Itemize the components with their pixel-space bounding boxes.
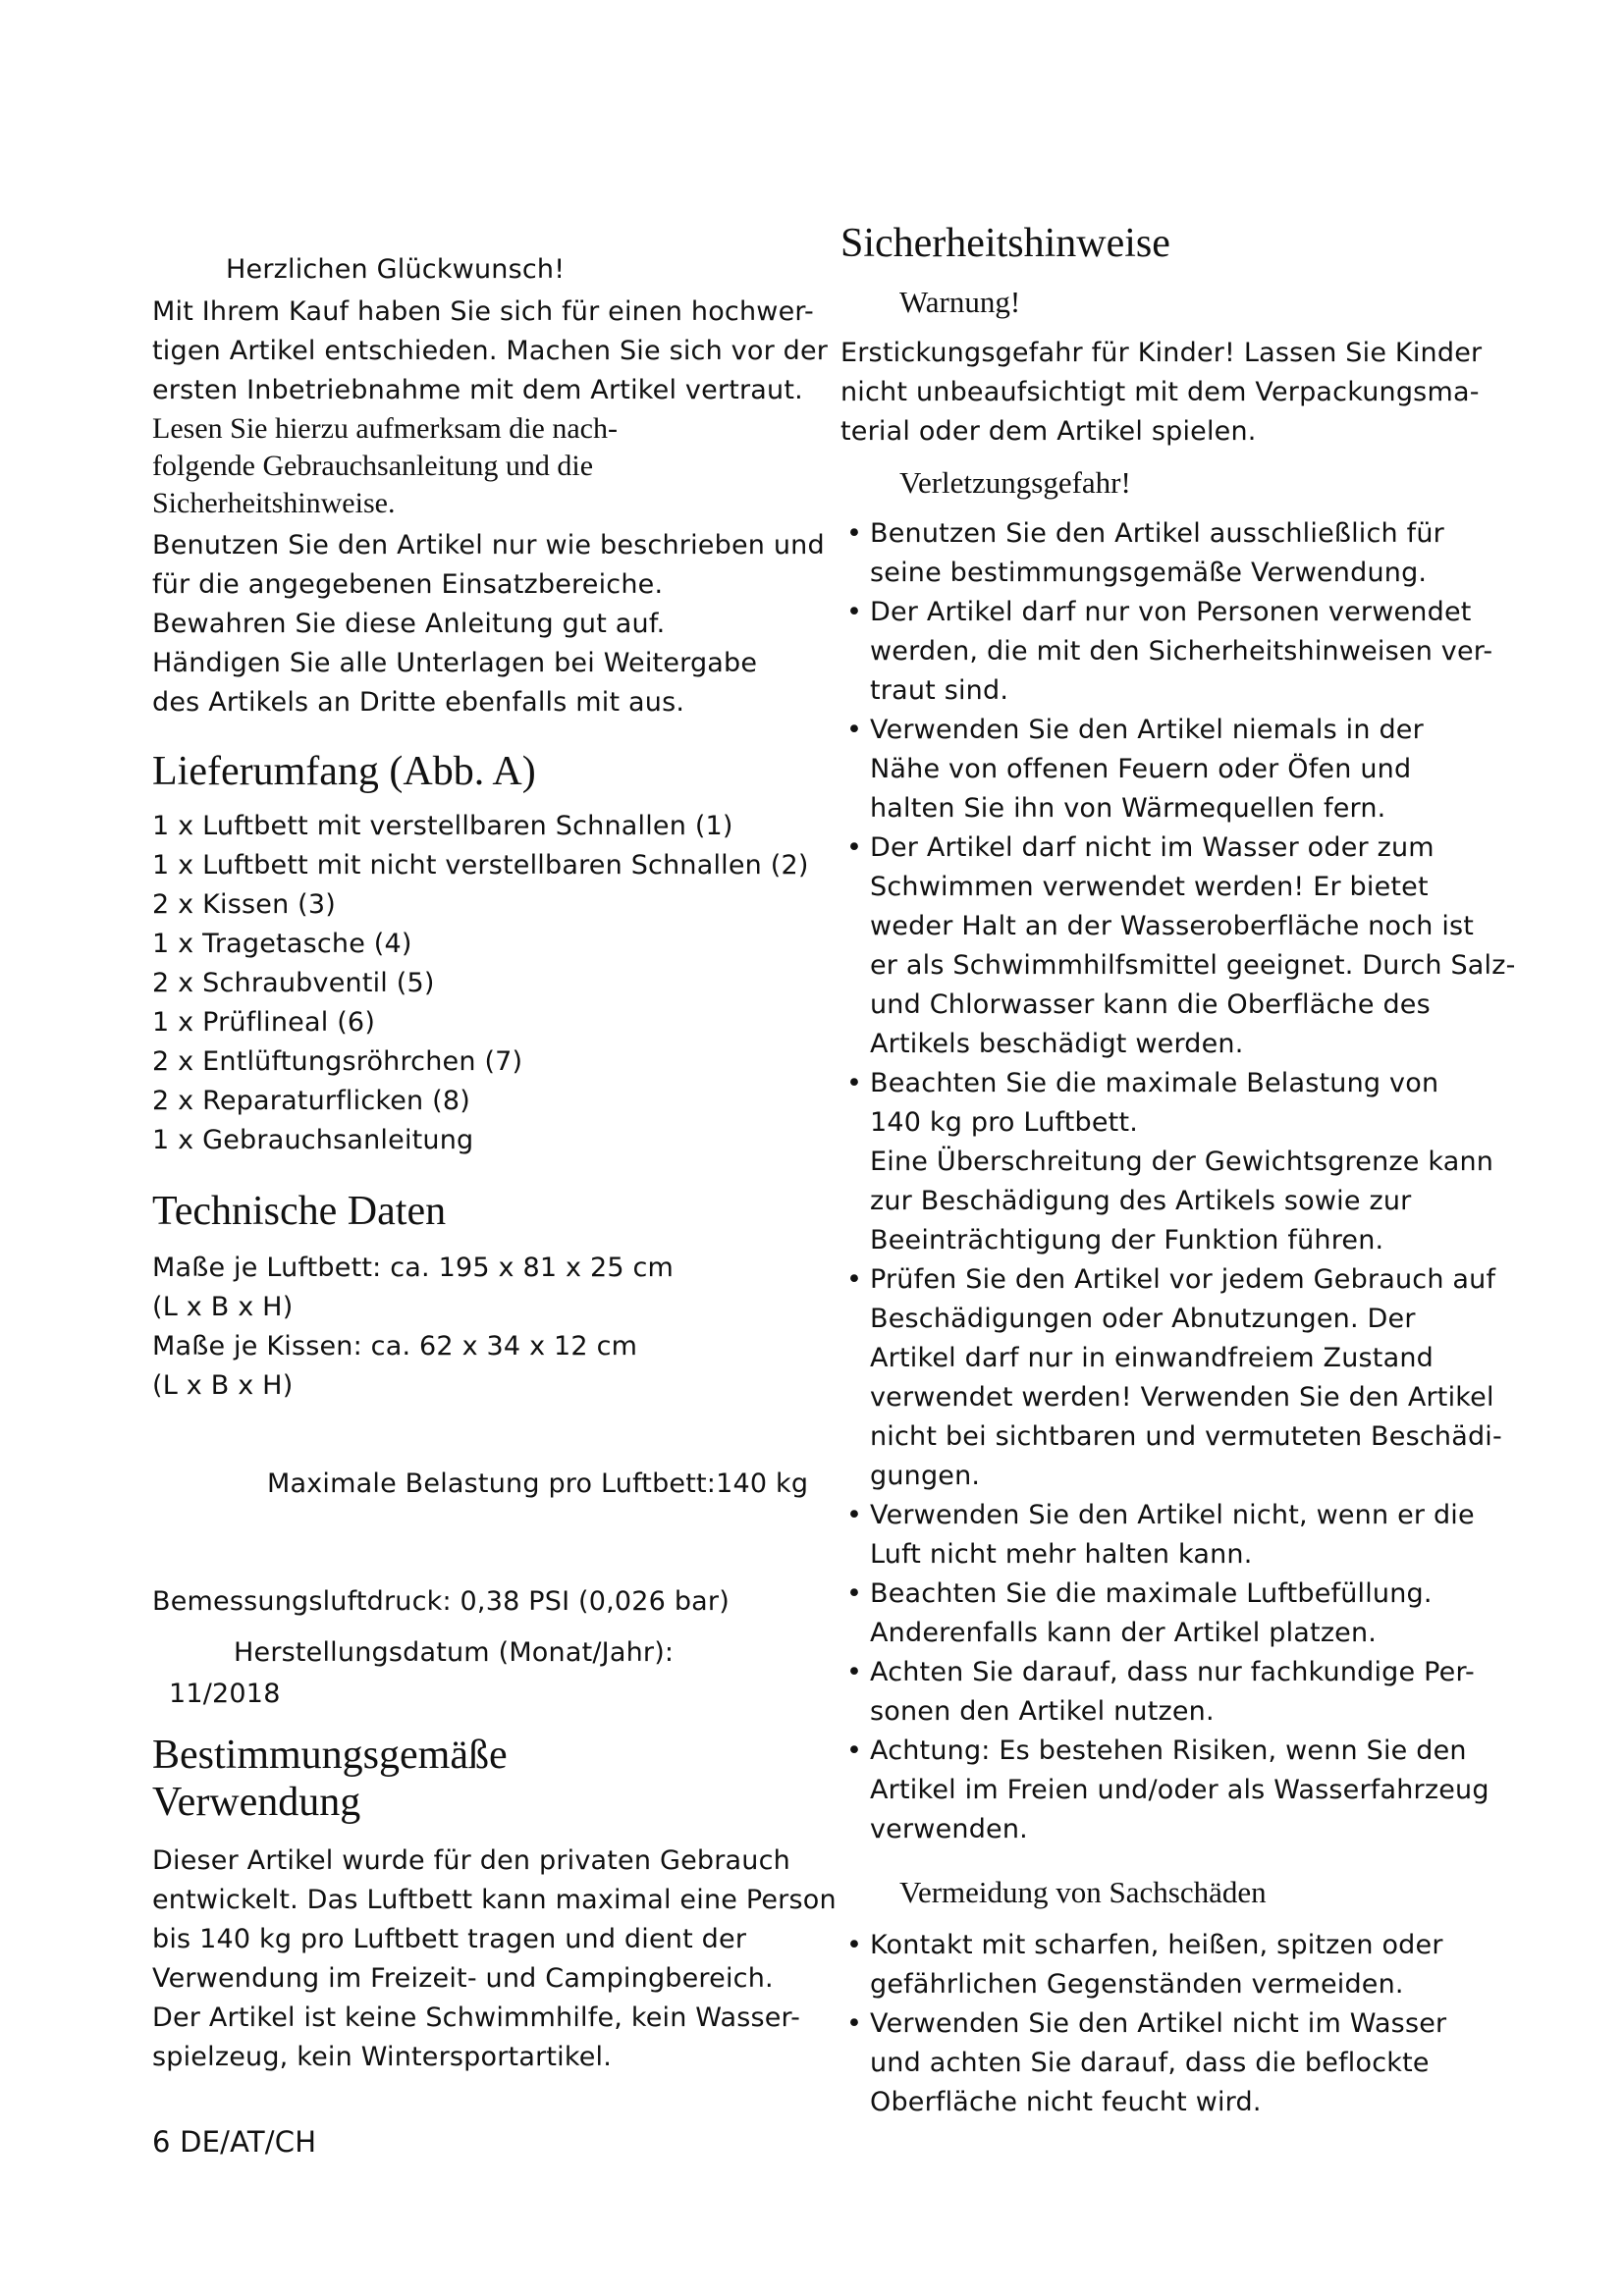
list-item: • Achten Sie darauf, dass nur fachkundige Per- sonen den Artikel nutzen. xyxy=(840,1653,1516,1732)
scope-list xyxy=(152,807,809,1160)
list-item: • Prüfen Sie den Artikel vor jedem Gebrauch auf Beschädigungen oder Abnutzungen. Der Artikel darf nur in einwandfreiem Zustand verwendet werden! Verwenden Sie den Artikel nicht bei sichtbaren und vermuteten Beschädi- gungen. xyxy=(840,1260,1516,1496)
scope-item: 2 x Entlüftungsröhrchen (7) xyxy=(152,1046,523,1077)
injury-heading: Verletzungsgefahr! xyxy=(899,465,1131,500)
warning-line: nicht unbeaufsichtigt mit dem Verpackungsma- xyxy=(840,377,1480,407)
warning-line: terial oder dem Artikel spielen. xyxy=(840,416,1257,447)
rated-pressure: Bemessungsluftdruck: 0,38 PSI (0,026 bar) xyxy=(152,1586,730,1617)
scope-item: 1 x Luftbett mit verstellbaren Schnallen (1) xyxy=(152,811,733,841)
list-item: • Achtung: Es bestehen Risiken, wenn Sie den Artikel im Freien und/oder als Wasserfahrzeug verwenden. xyxy=(840,1732,1516,1849)
list-item: • Benutzen Sie den Artikel ausschließlich für seine bestimmungsgemäße Verwendung. xyxy=(840,514,1516,593)
intended-line: Verwendung im Freizeit- und Campingbereich. xyxy=(152,1963,774,1994)
intro-more-line: für die angegebenen Einsatzbereiche. xyxy=(152,569,664,600)
warning-line: Erstickungsgefahr für Kinder! Lassen Sie Kinder xyxy=(840,338,1483,368)
intro-more-line: Benutzen Sie den Artikel nur wie beschrieben und xyxy=(152,530,825,561)
list-item: • Verwenden Sie den Artikel nicht, wenn er die Luft nicht mehr halten kann. xyxy=(840,1496,1516,1575)
tech-line: (L x B x H) xyxy=(152,1292,294,1322)
intended-use-text xyxy=(152,1842,837,2077)
list-item: • Verwenden Sie den Artikel nicht im Wasser und achten Sie darauf, dass die beflockte Oberfläche nicht feucht wird. xyxy=(840,2004,1446,2122)
warning-text xyxy=(840,334,1482,452)
scope-item: 1 x Tragetasche (4) xyxy=(152,929,412,959)
intended-line: Dieser Artikel wurde für den privaten Gebrauch xyxy=(152,1845,790,1876)
damage-list xyxy=(840,1926,1446,2122)
intro-more-line: des Artikels an Dritte ebenfalls mit aus. xyxy=(152,687,685,718)
intro-more-line: Bewahren Sie diese Anleitung gut auf. xyxy=(152,609,666,639)
tech-line: (L x B x H) xyxy=(152,1370,294,1401)
intended-line: spielzeug, kein Wintersportartikel. xyxy=(152,2042,613,2072)
damage-heading: Vermeidung von Sachschäden xyxy=(899,1875,1267,1909)
intro-paragraph xyxy=(152,293,828,410)
list-item: • Verwenden Sie den Artikel niemals in der Nähe von offenen Feuern oder Öfen und halten Sie ihn von Wärmequellen fern. xyxy=(840,711,1516,828)
intended-line: bis 140 kg pro Luftbett tragen und dient der xyxy=(152,1924,747,1954)
scope-item: 1 x Gebrauchsanleitung xyxy=(152,1125,474,1155)
tech-data xyxy=(152,1249,674,1406)
safety-heading: Sicherheitshinweise xyxy=(840,221,1170,266)
intro-line: Mit Ihrem Kauf haben Sie sich für einen hochwer- xyxy=(152,296,814,327)
manufacture-date-label: Herstellungsdatum (Monat/Jahr): xyxy=(234,1637,675,1668)
tech-line: Maße je Luftbett: ca. 195 x 81 x 25 cm xyxy=(152,1253,675,1283)
warning-heading: Warnung! xyxy=(899,285,1021,319)
scope-item: 1 x Prüflineal (6) xyxy=(152,1007,376,1038)
intended-line: Der Artikel ist keine Schwimmhilfe, kein Wasser- xyxy=(152,2002,801,2033)
page-footer: 6 DE/AT/CH xyxy=(152,2125,317,2159)
intro-line: tigen Artikel entschieden. Machen Sie sich vor der xyxy=(152,336,829,366)
scope-item: 2 x Kissen (3) xyxy=(152,889,337,920)
intro-serif-line: Lesen Sie hierzu aufmerksam die nach- xyxy=(152,412,618,445)
injury-list xyxy=(840,514,1516,1849)
intended-heading-line: Verwendung xyxy=(152,1780,361,1825)
list-item: • Beachten Sie die maximale Belastung von 140 kg pro Luftbett. Eine Überschreitung der Gewichtsgrenze kann zur Beschädigung des Artikels sowie zur Beeinträchtigung der Funktion führen. xyxy=(840,1064,1516,1260)
list-item: • Kontakt mit scharfen, heißen, spitzen oder gefährlichen Gegenständen vermeiden. xyxy=(840,1926,1446,2004)
list-item: • Der Artikel darf nicht im Wasser oder zum Schwimmen verwendet werden! Er bietet weder Halt an der Wasseroberfläche noch ist er als Schwimmhilfsmittel geeignet. Durch Salz- und Chlorwasser kann die Oberfläche des Artikels beschädigt werden. xyxy=(840,828,1516,1064)
scope-item: 1 x Luftbett mit nicht verstellbaren Schnallen (2) xyxy=(152,850,809,881)
intro-more-line: Händigen Sie alle Unterlagen bei Weitergabe xyxy=(152,648,758,678)
scope-item: 2 x Schraubventil (5) xyxy=(152,968,435,998)
tech-line: Maße je Kissen: ca. 62 x 34 x 12 cm xyxy=(152,1331,638,1362)
tech-heading: Technische Daten xyxy=(152,1189,447,1234)
manufacture-date-value: 11/2018 xyxy=(169,1679,281,1709)
intro-serif-line: Sicherheitshinweise. xyxy=(152,487,396,519)
scope-heading: Lieferumfang (Abb. A) xyxy=(152,749,536,794)
scope-item: 2 x Reparaturflicken (8) xyxy=(152,1086,470,1116)
list-item: • Der Artikel darf nur von Personen verwendet werden, die mit den Sicherheitshinweisen ver- traut sind. xyxy=(840,593,1516,711)
intro-more-paragraph xyxy=(152,526,825,722)
intended-use-heading xyxy=(152,1732,508,1826)
list-item: • Beachten Sie die maximale Luftbefüllung. Anderenfalls kann der Artikel platzen. xyxy=(840,1575,1516,1653)
congrats-title: Herzlichen Glückwunsch! xyxy=(226,254,566,285)
intended-heading-line: Bestimmungsgemäße xyxy=(152,1733,508,1778)
intro-serif-paragraph xyxy=(152,410,618,522)
intro-serif-line: folgende Gebrauchsanleitung und die xyxy=(152,450,594,482)
intended-line: entwickelt. Das Luftbett kann maximal eine Person xyxy=(152,1885,837,1915)
intro-line: ersten Inbetriebnahme mit dem Artikel vertraut. xyxy=(152,375,803,405)
max-load: Maximale Belastung pro Luftbett:140 kg xyxy=(267,1468,809,1499)
